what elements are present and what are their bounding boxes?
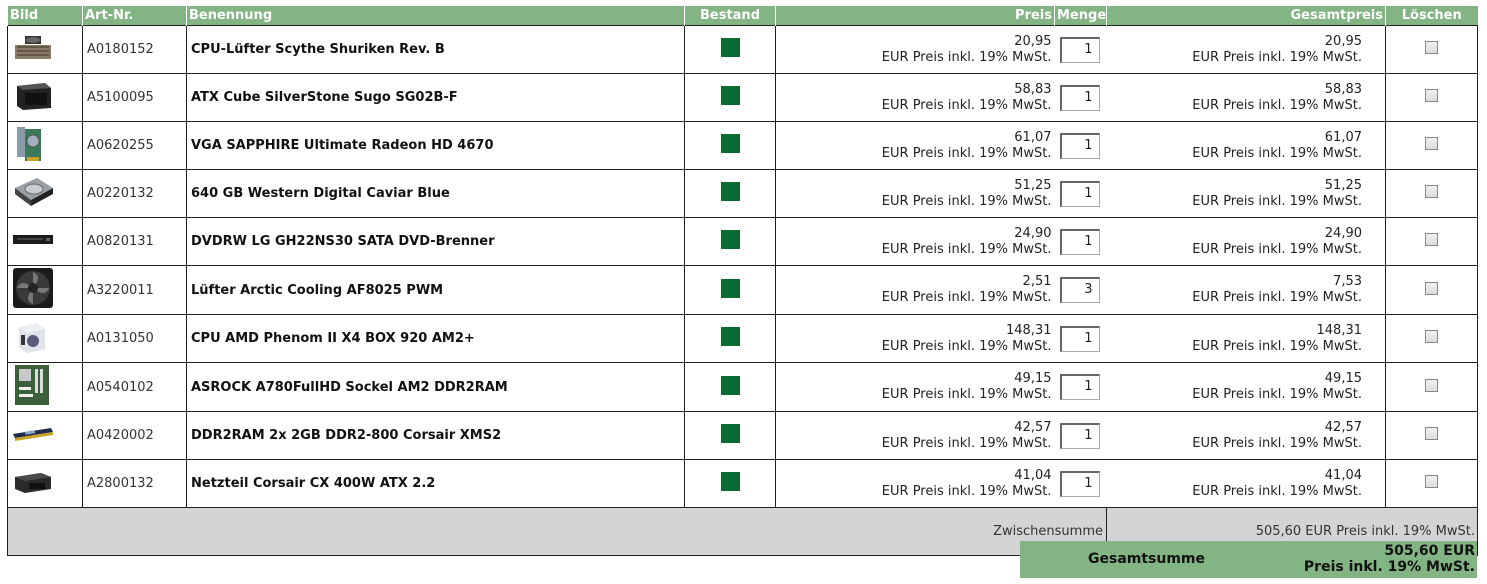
cart-row [8,122,1478,170]
cart-row [8,218,1478,266]
line-total-tax-note: EUR Preis inkl. 19% MwSt. [1192,241,1362,257]
stock-indicator [685,218,776,266]
cart-row [8,315,1478,363]
grand-total-value-block [1304,543,1475,575]
product-image[interactable] [8,170,83,218]
dvd-drive-icon [11,233,82,251]
line-total-value: 61,07 [1324,129,1362,145]
quantity-cell [1055,170,1107,218]
line-total-value: 20,95 [1324,33,1362,49]
cpu-box-icon [11,317,82,361]
product-image[interactable] [8,315,83,363]
delete-cell [1386,460,1478,508]
article-number: A0540102 [83,363,187,412]
unit-price-value: 41,04 [1014,467,1052,483]
unit-price-value: 42,57 [1014,419,1052,435]
product-image[interactable] [8,218,83,266]
product-image[interactable] [8,412,83,460]
line-total [1107,26,1386,74]
in-stock-icon [721,472,740,491]
product-image[interactable] [8,26,83,74]
unit-price-value: 24,90 [1014,225,1052,241]
unit-price [776,460,1055,508]
stock-indicator [685,74,776,122]
in-stock-icon [721,38,740,57]
product-image[interactable] [8,460,83,508]
product-image[interactable] [8,122,83,170]
delete-checkbox[interactable] [1425,427,1438,440]
quantity-cell [1055,460,1107,508]
in-stock-icon [721,376,740,395]
unit-price [776,170,1055,218]
article-number: A0820131 [83,218,187,266]
delete-checkbox[interactable] [1425,330,1438,343]
delete-cell [1386,26,1478,74]
product-name[interactable]: 640 GB Western Digital Caviar Blue [187,170,685,218]
unit-price-value: 49,15 [1014,371,1052,386]
line-total-tax-note: EUR Preis inkl. 19% MwSt. [1192,338,1362,354]
stock-indicator [685,315,776,363]
unit-price-value: 51,25 [1014,177,1052,193]
delete-cell [1386,170,1478,218]
unit-price [776,218,1055,266]
article-number: A3220011 [83,266,187,315]
delete-checkbox[interactable] [1425,282,1438,295]
quantity-cell [1055,26,1107,74]
delete-checkbox[interactable] [1425,41,1438,54]
unit-price-value: 148,31 [1006,322,1052,338]
cart-row [8,266,1478,315]
unit-price-value: 61,07 [1014,129,1052,145]
line-total-tax-note: EUR Preis inkl. 19% MwSt. [1192,49,1362,65]
col-header-gesamtpreis: Gesamtpreis [1107,6,1386,26]
quantity-cell [1055,74,1107,122]
product-name[interactable]: ATX Cube SilverStone Sugo SG02B-F [187,74,685,122]
line-total-tax-note: EUR Preis inkl. 19% MwSt. [1192,483,1362,499]
delete-checkbox[interactable] [1425,233,1438,246]
line-total [1107,315,1386,363]
motherboard-icon [11,363,82,411]
col-header-bestand: Bestand [685,6,776,26]
quantity-input[interactable]: 3 [1060,277,1100,303]
quantity-input[interactable]: 1 [1060,326,1100,352]
line-total [1107,218,1386,266]
article-number: A0131050 [83,315,187,363]
unit-price [776,315,1055,363]
quantity-input[interactable]: 1 [1060,133,1100,159]
line-total [1107,412,1386,460]
line-total [1107,122,1386,170]
cart-row [8,412,1478,460]
delete-checkbox[interactable] [1425,379,1438,392]
line-total-value: 148,31 [1316,322,1362,338]
product-name[interactable]: CPU AMD Phenom II X4 BOX 920 AM2+ [187,315,685,363]
product-image[interactable] [8,74,83,122]
col-header-art-nr: Art-Nr. [83,6,187,26]
col-header-loeschen: Löschen [1386,6,1478,26]
cart-row [8,363,1478,412]
unit-price-tax-note: EUR Preis inkl. 19% MwSt. [881,435,1052,451]
unit-price [776,26,1055,74]
quantity-input[interactable]: 1 [1060,37,1100,63]
stock-indicator [685,122,776,170]
pc-case-icon [11,80,82,116]
col-header-benennung: Benennung [187,6,685,26]
delete-cell [1386,266,1478,315]
stock-indicator [685,26,776,74]
article-number: A2800132 [83,460,187,508]
quantity-cell [1055,218,1107,266]
quantity-cell [1055,363,1107,412]
stock-indicator [685,412,776,460]
unit-price-tax-note: EUR Preis inkl. 19% MwSt. [881,145,1052,161]
line-total-value: 42,57 [1324,419,1362,435]
quantity-input[interactable]: 1 [1060,85,1100,111]
grand-total-tax-note: Preis inkl. 19% MwSt. [1303,559,1475,575]
unit-price-value: 58,83 [1014,81,1052,97]
line-total [1107,170,1386,218]
quantity-input[interactable]: 1 [1060,374,1100,400]
cart-row [8,26,1478,74]
line-total-tax-note: EUR Preis inkl. 19% MwSt. [1192,97,1362,113]
cart-row [8,170,1478,218]
unit-price-tax-note: EUR Preis inkl. 19% MwSt. [881,241,1052,257]
delete-cell [1386,363,1478,412]
unit-price-value: 20,95 [1014,33,1052,49]
line-total-tax-note: EUR Preis inkl. 19% MwSt. [1192,193,1362,209]
stock-indicator [685,363,776,412]
quantity-cell [1055,122,1107,170]
unit-price-tax-note: EUR Preis inkl. 19% MwSt. [881,483,1052,499]
product-name[interactable]: Lüfter Arctic Cooling AF8025 PWM [187,266,685,315]
line-total-value: 7,53 [1333,274,1362,289]
article-number: A5100095 [83,74,187,122]
delete-checkbox[interactable] [1425,89,1438,102]
article-number: A0420002 [83,412,187,460]
unit-price-tax-note: EUR Preis inkl. 19% MwSt. [881,290,1052,305]
in-stock-icon [721,327,740,346]
unit-price [776,266,1055,315]
power-supply-icon [11,469,82,499]
cart-table [7,6,1478,556]
ram-module-icon [11,426,82,446]
delete-cell [1386,74,1478,122]
cpu-cooler-icon [11,33,82,67]
in-stock-icon [721,279,740,298]
quantity-input[interactable]: 1 [1060,423,1100,449]
delete-checkbox[interactable] [1425,185,1438,198]
subtotal-label: Zwischensumme [8,508,1107,556]
unit-price-tax-note: EUR Preis inkl. 19% MwSt. [881,193,1052,209]
article-number: A0620255 [83,122,187,170]
unit-price [776,122,1055,170]
grand-total-box [1020,541,1477,578]
delete-cell [1386,218,1478,266]
quantity-cell [1055,266,1107,315]
col-header-menge: Menge [1055,6,1107,26]
line-total-tax-note: EUR Preis inkl. 19% MwSt. [1192,290,1362,305]
product-image[interactable] [8,266,83,315]
stock-indicator [685,460,776,508]
unit-price-tax-note: EUR Preis inkl. 19% MwSt. [881,97,1052,113]
quantity-input[interactable]: 1 [1060,181,1100,207]
quantity-cell [1055,315,1107,363]
in-stock-icon [721,182,740,201]
line-total [1107,363,1386,412]
unit-price [776,412,1055,460]
in-stock-icon [721,230,740,249]
product-name[interactable]: VGA SAPPHIRE Ultimate Radeon HD 4670 [187,122,685,170]
stock-indicator [685,170,776,218]
article-number: A0220132 [83,170,187,218]
case-fan-icon [11,266,82,314]
line-total-tax-note: EUR Preis inkl. 19% MwSt. [1192,387,1362,402]
delete-cell [1386,122,1478,170]
line-total-tax-note: EUR Preis inkl. 19% MwSt. [1192,435,1362,451]
line-total-value: 51,25 [1324,177,1362,193]
unit-price-value: 2,51 [1022,274,1052,289]
product-name[interactable]: DDR2RAM 2x 2GB DDR2-800 Corsair XMS2 [187,412,685,460]
unit-price [776,363,1055,412]
delete-checkbox[interactable] [1425,475,1438,488]
line-total-tax-note: EUR Preis inkl. 19% MwSt. [1192,145,1362,161]
cart-row [8,74,1478,122]
col-header-preis: Preis [776,6,1055,26]
line-total [1107,74,1386,122]
product-name[interactable]: Netzteil Corsair CX 400W ATX 2.2 [187,460,685,508]
product-name[interactable]: DVDRW LG GH22NS30 SATA DVD-Brenner [187,218,685,266]
delete-cell [1386,412,1478,460]
line-total-value: 58,83 [1324,81,1362,97]
line-total-value: 41,04 [1324,467,1362,483]
col-header-bild: Bild [8,6,83,26]
grand-total-label: Gesamtsumme [1088,551,1206,567]
cart-row [8,460,1478,508]
delete-checkbox[interactable] [1425,137,1438,150]
hard-drive-icon [11,174,82,214]
product-image[interactable] [8,363,83,412]
grand-total-value: 505,60 EUR [1384,543,1475,559]
unit-price [776,74,1055,122]
quantity-input[interactable]: 1 [1060,471,1100,497]
cart-header-row [8,6,1478,26]
line-total [1107,266,1386,315]
delete-cell [1386,315,1478,363]
in-stock-icon [721,134,740,153]
stock-indicator [685,266,776,315]
line-total-value: 49,15 [1324,371,1362,386]
quantity-cell [1055,412,1107,460]
in-stock-icon [721,86,740,105]
unit-price-tax-note: EUR Preis inkl. 19% MwSt. [881,387,1052,402]
unit-price-tax-note: EUR Preis inkl. 19% MwSt. [881,338,1052,354]
graphics-card-icon [11,123,82,169]
product-name[interactable]: CPU-Lüfter Scythe Shuriken Rev. B [187,26,685,74]
subtotal-value: 505,60 EUR Preis inkl. 19% MwSt. [1107,508,1478,556]
in-stock-icon [721,424,740,443]
line-total [1107,460,1386,508]
unit-price-tax-note: EUR Preis inkl. 19% MwSt. [881,49,1052,65]
product-name[interactable]: ASROCK A780FullHD Sockel AM2 DDR2RAM [187,363,685,412]
article-number: A0180152 [83,26,187,74]
quantity-input[interactable]: 1 [1060,229,1100,255]
line-total-value: 24,90 [1324,225,1362,241]
